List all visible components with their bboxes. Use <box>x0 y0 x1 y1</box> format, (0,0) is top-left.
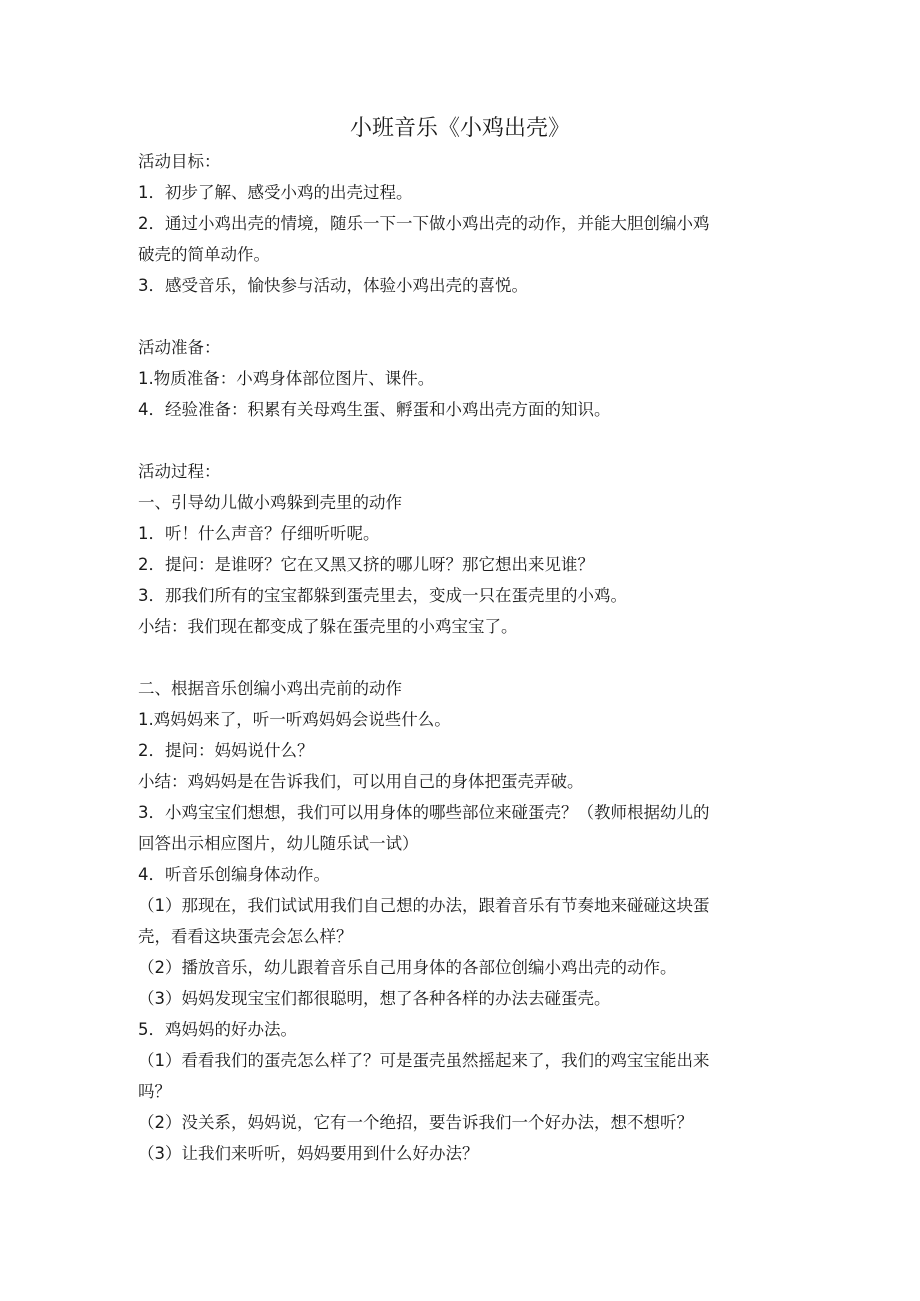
process-part-1-item-3: 3．那我们所有的宝宝都躲到蛋壳里去，变成一只在蛋壳里的小鸡。 <box>138 586 627 605</box>
process-part-1-item-2: 2．提问：是谁呀？它在又黑又挤的哪儿呀？那它想出来见谁？ <box>138 555 594 574</box>
preparation-item-2: 4．经验准备：积累有关母鸡生蛋、孵蛋和小鸡出壳方面的知识。 <box>138 400 611 419</box>
process-part-2-item-4-sub-1-cont: 壳，看看这块蛋壳会怎么样？ <box>138 927 353 946</box>
process-part-2-item-5-sub-1-cont: 吗？ <box>138 1082 171 1101</box>
process-part-2-item-3-cont: 回答出示相应图片，幼儿随乐试一试） <box>138 834 419 853</box>
goal-item-2: 2．通过小鸡出壳的情境，随乐一下一下做小鸡出壳的动作，并能大胆创编小鸡 <box>138 214 710 233</box>
preparation-item-1: 1.物质准备：小鸡身体部位图片、课件。 <box>138 369 435 388</box>
document-title: 小班音乐《小鸡出壳》 <box>349 116 570 141</box>
section-heading-preparation: 活动准备： <box>138 338 221 357</box>
process-part-2-item-2: 2．提问：妈妈说什么？ <box>138 741 314 760</box>
process-part-1-summary: 小结：我们现在都变成了躲在蛋壳里的小鸡宝宝了。 <box>138 617 518 636</box>
process-part-2-item-4-sub-3: （3）妈妈发现宝宝们都很聪明，想了各种各样的办法去碰蛋壳。 <box>138 989 611 1008</box>
document-body <box>138 146 788 1169</box>
process-part-2-item-5-sub-2: （2）没关系，妈妈说，它有一个绝招，要告诉我们一个好办法，想不想听？ <box>138 1113 693 1132</box>
section-heading-process: 活动过程： <box>138 462 221 481</box>
process-part-2-heading: 二、根据音乐创编小鸡出壳前的动作 <box>138 679 402 698</box>
process-part-2-item-4: 4．听音乐创编身体动作。 <box>138 865 330 884</box>
blank-line <box>138 642 788 673</box>
goal-item-2-cont: 破壳的简单动作。 <box>138 245 270 264</box>
process-part-2-item-5-sub-3: （3）让我们来听听，妈妈要用到什么好办法？ <box>138 1144 479 1163</box>
process-part-2-item-5: 5．鸡妈妈的好办法。 <box>138 1020 297 1039</box>
process-part-2-item-3: 3．小鸡宝宝们想想，我们可以用身体的哪些部位来碰蛋壳？（教师根据幼儿的 <box>138 803 710 822</box>
blank-line <box>138 425 788 456</box>
section-heading-goals: 活动目标： <box>138 152 221 171</box>
process-part-2-item-4-sub-1: （1）那现在，我们试试用我们自己想的办法，跟着音乐有节奏地来碰碰这块蛋 <box>138 896 710 915</box>
process-part-2-item-1: 1.鸡妈妈来了，听一听鸡妈妈会说些什么。 <box>138 710 451 729</box>
process-part-2-item-4-sub-2: （2）播放音乐，幼儿跟着音乐自己用身体的各部位创编小鸡出壳的动作。 <box>138 958 677 977</box>
process-part-2-summary: 小结：鸡妈妈是在告诉我们，可以用自己的身体把蛋壳弄破。 <box>138 772 584 791</box>
process-part-2-item-5-sub-1: （1）看看我们的蛋壳怎么样了？可是蛋壳虽然摇起来了，我们的鸡宝宝能出来 <box>138 1051 710 1070</box>
process-part-1-item-1: 1．听！什么声音？仔细听听呢。 <box>138 524 380 543</box>
goal-item-3: 3．感受音乐，愉快参与活动，体验小鸡出壳的喜悦。 <box>138 276 528 295</box>
goal-item-1: 1．初步了解、感受小鸡的出壳过程。 <box>138 183 413 202</box>
process-part-1-heading: 一、引导幼儿做小鸡躲到壳里的动作 <box>138 493 402 512</box>
blank-line <box>138 301 788 332</box>
